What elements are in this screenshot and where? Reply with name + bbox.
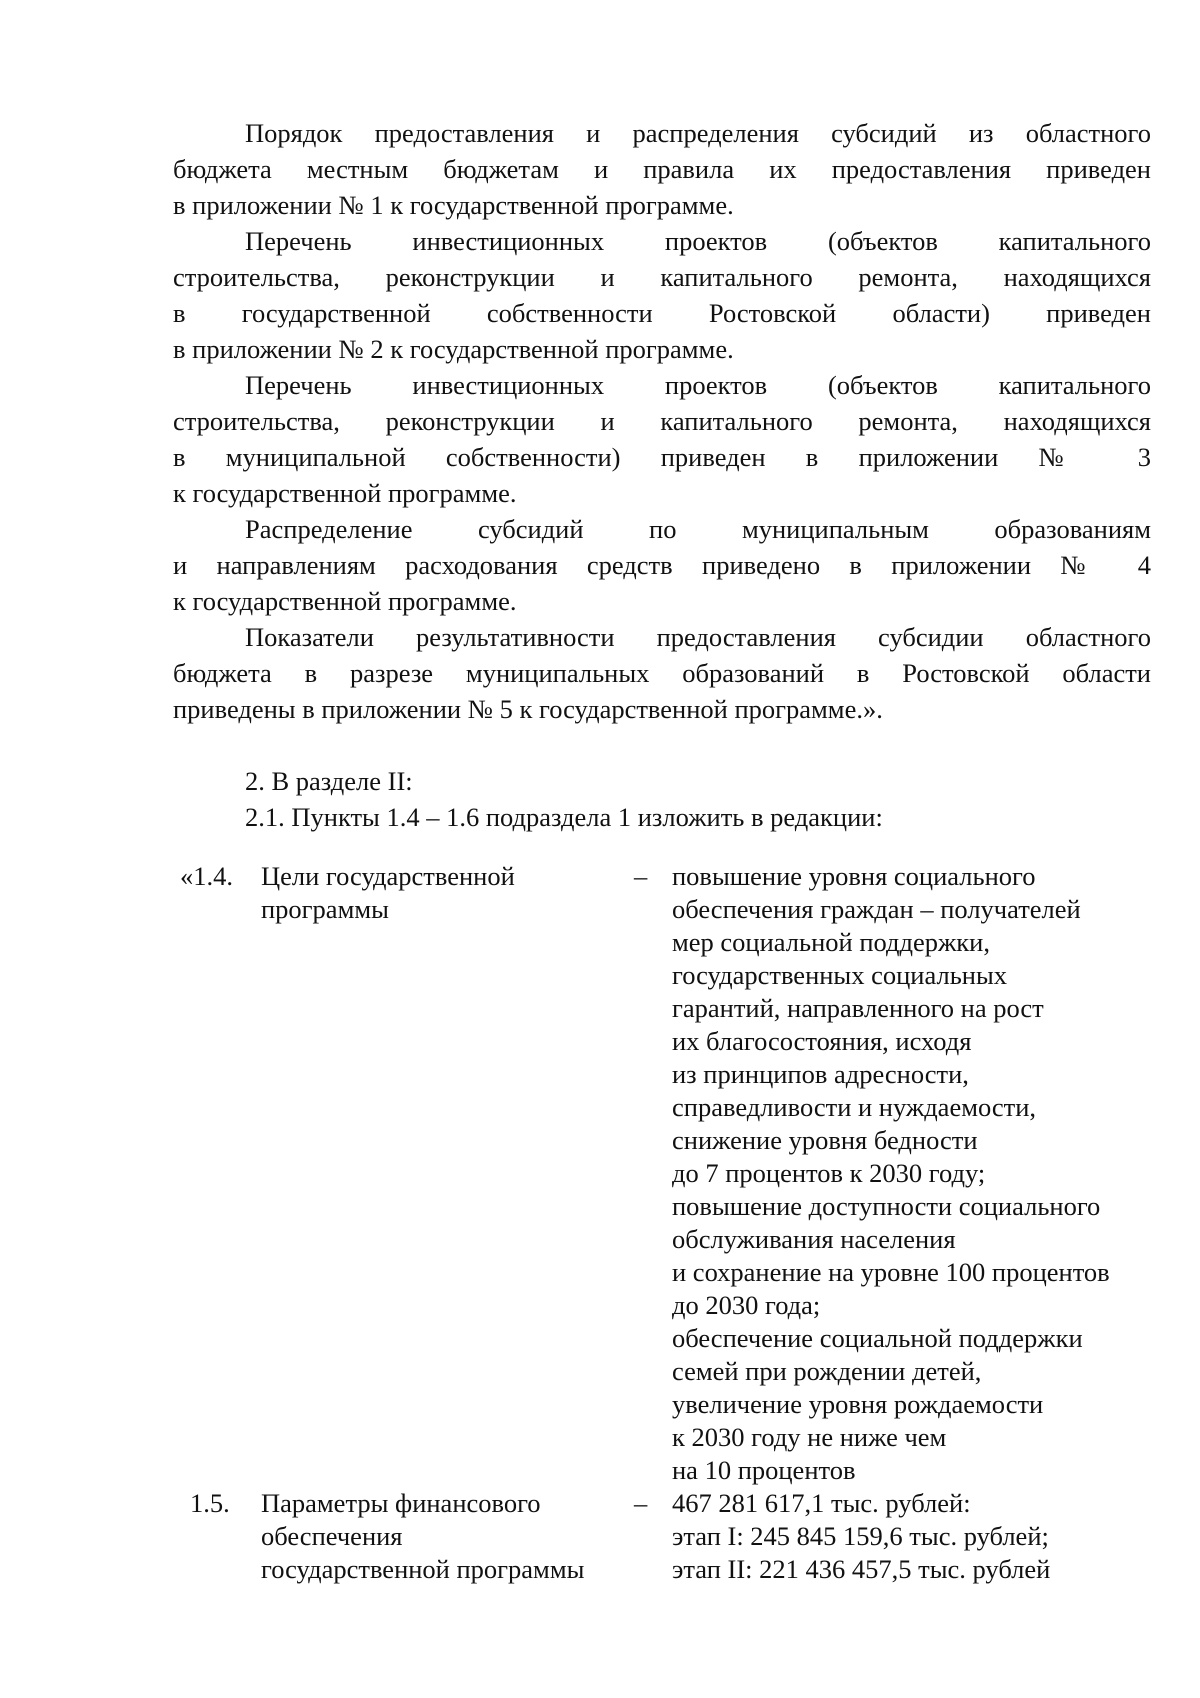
- table-row-2-dash: –: [634, 1488, 648, 1518]
- table-row-1-value-line-13: и сохранение на уровне 100 процентов: [672, 1257, 1110, 1287]
- table-row-2-name-line-1: Параметры финансового: [261, 1488, 541, 1518]
- paragraph-5-line-1: Показатели результативности предоставления субсидии областного: [245, 622, 1151, 652]
- paragraph-3-line-1: Перечень инвестиционных проектов (объектов капитального: [245, 370, 1151, 400]
- paragraph-1-line-1: Порядок предоставления и распределения субсидий из областного: [245, 118, 1151, 148]
- table-row-1-name-line-1: Цели государственной: [261, 861, 515, 891]
- table-row-1-value-line-9: снижение уровня бедности: [672, 1125, 978, 1155]
- paragraph-4-line-2: и направлениям расходования средств приведено в приложении № 4: [173, 550, 1151, 580]
- paragraph-4-line-1: Распределение субсидий по муниципальным образованиям: [245, 514, 1151, 544]
- table-row-1-value-line-16: семей при рождении детей,: [672, 1356, 982, 1386]
- paragraph-5-line-2: бюджета в разрезе муниципальных образований в Ростовской области: [173, 658, 1151, 688]
- table-row-1-value-line-19: на 10 процентов: [672, 1455, 856, 1485]
- paragraph-4-line-3: к государственной программе.: [173, 586, 517, 616]
- table-row-1-value-line-6: их благосостояния, исходя: [672, 1026, 972, 1056]
- table-row-1-value-line-2: обеспечения граждан – получателей: [672, 894, 1081, 924]
- paragraph-1-line-3: в приложении № 1 к государственной программе.: [173, 190, 734, 220]
- table-row-1-value-line-14: до 2030 года;: [672, 1290, 821, 1320]
- table-row-2-value-line-2: этап I: 245 845 159,6 тыс. рублей;: [672, 1521, 1049, 1551]
- table-row-1-number: «1.4.: [180, 861, 233, 891]
- table-row-1-value-line-1: повышение уровня социального: [672, 861, 1036, 891]
- table-row-1-dash: –: [634, 861, 648, 891]
- paragraph-2-line-3: в государственной собственности Ростовской области) приведен: [173, 298, 1151, 328]
- paragraph-3-line-2: строительства, реконструкции и капитального ремонта, находящихся: [173, 406, 1151, 436]
- amendment-subsection-heading: 2.1. Пункты 1.4 – 1.6 подраздела 1 изложить в редакции:: [245, 802, 883, 832]
- paragraph-3-line-3: в муниципальной собственности) приведен в приложении № 3: [173, 442, 1151, 472]
- table-row-1-value-line-12: обслуживания населения: [672, 1224, 956, 1254]
- table-row-1-value-line-8: справедливости и нуждаемости,: [672, 1092, 1037, 1122]
- paragraph-5-line-3: приведены в приложении № 5 к государственной программе.».: [173, 694, 883, 724]
- table-row-1-value-line-15: обеспечение социальной поддержки: [672, 1323, 1083, 1353]
- table-row-1-value-line-4: государственных социальных: [672, 960, 1008, 990]
- paragraph-1-line-2: бюджета местным бюджетам и правила их предоставления приведен: [173, 154, 1151, 184]
- paragraph-2-line-4: в приложении № 2 к государственной программе.: [173, 334, 734, 364]
- table-row-1-name-line-2: программы: [261, 894, 389, 924]
- table-row-2-number: 1.5.: [190, 1488, 230, 1518]
- table-row-1-value-line-7: из принципов адресности,: [672, 1059, 969, 1089]
- table-row-2-value-line-1: 467 281 617,1 тыс. рублей:: [672, 1488, 971, 1518]
- table-row-1-value-line-11: повышение доступности социального: [672, 1191, 1101, 1221]
- table-row-2-value-line-3: этап II: 221 436 457,5 тыс. рублей: [672, 1554, 1051, 1584]
- paragraph-2-line-1: Перечень инвестиционных проектов (объектов капитального: [245, 226, 1151, 256]
- table-row-1-value-line-10: до 7 процентов к 2030 году;: [672, 1158, 986, 1188]
- table-row-2-name-line-3: государственной программы: [261, 1554, 585, 1584]
- paragraph-2-line-2: строительства, реконструкции и капитального ремонта, находящихся: [173, 262, 1151, 292]
- paragraph-3-line-4: к государственной программе.: [173, 478, 517, 508]
- table-row-1-value-line-5: гарантий, направленного на рост: [672, 993, 1044, 1023]
- table-row-2-name-line-2: обеспечения: [261, 1521, 403, 1551]
- table-row-1-value-line-3: мер социальной поддержки,: [672, 927, 990, 957]
- table-row-1-value-line-17: увеличение уровня рождаемости: [672, 1389, 1044, 1419]
- table-row-1-value-line-18: к 2030 году не ниже чем: [672, 1422, 947, 1452]
- amendment-section-heading: 2. В разделе II:: [245, 766, 413, 796]
